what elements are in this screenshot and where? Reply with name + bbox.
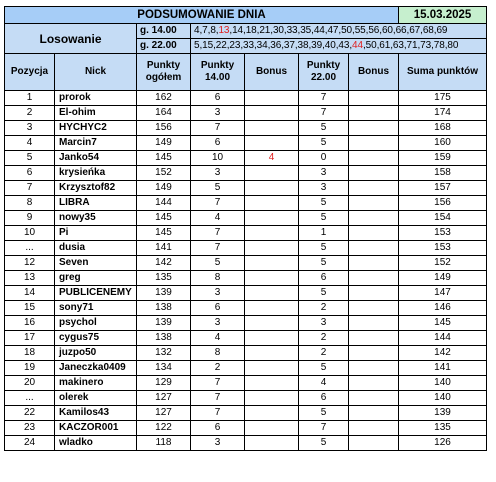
draw-number: 30	[272, 25, 284, 36]
row-bonus-14	[245, 181, 299, 196]
row-sum: 153	[399, 226, 487, 241]
draw-number: 56	[368, 25, 380, 36]
row-sum: 154	[399, 211, 487, 226]
row-points-22: 5	[299, 196, 349, 211]
row-sum: 140	[399, 391, 487, 406]
draw-number: 22	[215, 40, 227, 51]
row-nick: Kamilos43	[55, 406, 137, 421]
row-nick: greg	[55, 271, 137, 286]
row-nick: krysieńka	[55, 166, 137, 181]
row-points-22: 3	[299, 166, 349, 181]
row-bonus-14	[245, 136, 299, 151]
draw-number: 61	[379, 40, 391, 51]
row-total-points: 139	[137, 316, 191, 331]
row-total-points: 144	[137, 196, 191, 211]
row-nick: El-ohim	[55, 106, 137, 121]
row-total-points: 122	[137, 421, 191, 436]
row-bonus-22	[349, 391, 399, 406]
table-row	[5, 91, 487, 106]
row-bonus-14	[245, 421, 299, 436]
row-position: 15	[5, 301, 55, 316]
row-points-14: 3	[191, 436, 245, 451]
row-nick: Seven	[55, 256, 137, 271]
row-bonus-22	[349, 436, 399, 451]
summary-table	[4, 6, 487, 451]
row-position: 19	[5, 361, 55, 376]
table-row	[5, 421, 487, 436]
row-bonus-14	[245, 331, 299, 346]
draw-number: 15	[202, 40, 214, 51]
row-points-22: 2	[299, 346, 349, 361]
draw-number: 43	[338, 40, 350, 51]
draw-number: 13	[218, 25, 230, 36]
draw-number: 55	[354, 25, 366, 36]
table-row	[5, 211, 487, 226]
row-bonus-22	[349, 256, 399, 271]
draw-22-label: g. 22.00	[137, 39, 191, 54]
row-bonus-22	[349, 196, 399, 211]
row-points-14: 7	[191, 376, 245, 391]
row-bonus-22	[349, 106, 399, 121]
row-points-14: 6	[191, 136, 245, 151]
row-bonus-22	[349, 121, 399, 136]
table-row	[5, 241, 487, 256]
row-total-points: 164	[137, 106, 191, 121]
row-points-14: 5	[191, 181, 245, 196]
row-total-points: 145	[137, 211, 191, 226]
row-bonus-22	[349, 406, 399, 421]
row-points-14: 7	[191, 241, 245, 256]
row-position: 3	[5, 121, 55, 136]
draw-number: 4	[194, 25, 200, 36]
row-points-22: 6	[299, 271, 349, 286]
row-position: ...	[5, 391, 55, 406]
row-sum: 160	[399, 136, 487, 151]
row-bonus-14	[245, 241, 299, 256]
draw-22-numbers: 5,15,22,23,33,34,36,37,38,39,40,43,44,50,61,63,71,73,78,80	[191, 39, 487, 54]
draw-number: 73	[420, 40, 432, 51]
date-label: 15.03.2025	[399, 7, 487, 24]
draw-number: 60	[381, 25, 393, 36]
row-bonus-22	[349, 136, 399, 151]
table-row	[5, 121, 487, 136]
row-points-14: 7	[191, 406, 245, 421]
draw-number: 50	[341, 25, 353, 36]
row-position: 16	[5, 316, 55, 331]
table-row	[5, 271, 487, 286]
row-position: 17	[5, 331, 55, 346]
row-bonus-14	[245, 286, 299, 301]
draw-number: 21	[259, 25, 271, 36]
row-position: 6	[5, 166, 55, 181]
row-bonus-14	[245, 166, 299, 181]
row-bonus-22	[349, 241, 399, 256]
draw-number: 47	[327, 25, 339, 36]
row-bonus-14	[245, 256, 299, 271]
row-bonus-14	[245, 226, 299, 241]
row-bonus-14	[245, 121, 299, 136]
draw-14-label: g. 14.00	[137, 24, 191, 39]
row-position: 12	[5, 256, 55, 271]
row-points-14: 4	[191, 331, 245, 346]
row-bonus-22	[349, 301, 399, 316]
col-header-bonus1: Bonus	[245, 54, 299, 91]
row-bonus-22	[349, 211, 399, 226]
row-bonus-14	[245, 376, 299, 391]
table-row	[5, 391, 487, 406]
row-position: 13	[5, 271, 55, 286]
row-position: 4	[5, 136, 55, 151]
row-points-14: 3	[191, 166, 245, 181]
row-nick: Pi	[55, 226, 137, 241]
row-position: 7	[5, 181, 55, 196]
row-sum: 152	[399, 256, 487, 271]
row-bonus-22	[349, 181, 399, 196]
row-nick: wladko	[55, 436, 137, 451]
row-bonus-22	[349, 166, 399, 181]
row-points-14: 7	[191, 226, 245, 241]
row-position: 23	[5, 421, 55, 436]
row-total-points: 132	[137, 346, 191, 361]
row-nick: LIBRA	[55, 196, 137, 211]
row-bonus-14	[245, 271, 299, 286]
row-points-14: 6	[191, 301, 245, 316]
row-position: 9	[5, 211, 55, 226]
row-position: ...	[5, 241, 55, 256]
draw-number: 23	[229, 40, 241, 51]
draw-number: 78	[433, 40, 445, 51]
row-bonus-22	[349, 421, 399, 436]
row-points-14: 7	[191, 121, 245, 136]
row-position: 8	[5, 196, 55, 211]
row-nick: makinero	[55, 376, 137, 391]
row-total-points: 135	[137, 271, 191, 286]
col-header-bonus2: Bonus	[349, 54, 399, 91]
draw-number: 18	[245, 25, 257, 36]
row-nick: Krzysztof82	[55, 181, 137, 196]
row-points-22: 5	[299, 361, 349, 376]
header-row	[5, 54, 487, 91]
draw-number: 40	[324, 40, 336, 51]
row-points-22: 5	[299, 436, 349, 451]
row-nick: PUBLICENEMY	[55, 286, 137, 301]
table-row	[5, 166, 487, 181]
row-bonus-22	[349, 91, 399, 106]
row-total-points: 152	[137, 166, 191, 181]
row-points-14: 7	[191, 391, 245, 406]
row-total-points: 142	[137, 256, 191, 271]
row-bonus-14	[245, 106, 299, 121]
row-total-points: 156	[137, 121, 191, 136]
row-sum: 159	[399, 151, 487, 166]
row-sum: 157	[399, 181, 487, 196]
row-points-14: 8	[191, 271, 245, 286]
row-points-22: 3	[299, 181, 349, 196]
row-sum: 168	[399, 121, 487, 136]
draw-number: 33	[243, 40, 254, 51]
col-header-sum: Suma punktów	[399, 54, 487, 91]
row-total-points: 118	[137, 436, 191, 451]
page-title: PODSUMOWANIE DNIA	[5, 7, 399, 24]
row-points-14: 6	[191, 91, 245, 106]
row-bonus-22	[349, 151, 399, 166]
row-bonus-22	[349, 226, 399, 241]
row-points-22: 5	[299, 121, 349, 136]
row-nick: cygus75	[55, 331, 137, 346]
draw-number: 38	[297, 40, 309, 51]
draws-label: Losowanie	[5, 24, 137, 54]
row-sum: 147	[399, 286, 487, 301]
row-sum: 139	[399, 406, 487, 421]
row-sum: 135	[399, 421, 487, 436]
table-row	[5, 331, 487, 346]
row-points-22: 6	[299, 391, 349, 406]
row-points-22: 7	[299, 91, 349, 106]
draw-number: 8	[210, 25, 216, 36]
table-row	[5, 406, 487, 421]
row-position: 14	[5, 286, 55, 301]
draw-number: 14	[232, 25, 244, 36]
row-position: 5	[5, 151, 55, 166]
row-points-14: 4	[191, 211, 245, 226]
row-points-14: 10	[191, 151, 245, 166]
row-bonus-22	[349, 286, 399, 301]
row-position: 22	[5, 406, 55, 421]
row-points-22: 1	[299, 226, 349, 241]
draw-number: 66	[395, 25, 407, 36]
row-position: 1	[5, 91, 55, 106]
row-total-points: 139	[137, 286, 191, 301]
row-bonus-14	[245, 391, 299, 406]
row-position: 10	[5, 226, 55, 241]
row-nick: olerek	[55, 391, 137, 406]
col-header-nick: Nick	[55, 54, 137, 91]
row-nick: HYCHYC2	[55, 121, 137, 136]
row-total-points: 127	[137, 406, 191, 421]
row-bonus-14	[245, 361, 299, 376]
draw-number: 67	[409, 25, 421, 36]
row-bonus-22	[349, 376, 399, 391]
draw-number: 71	[406, 40, 418, 51]
table-row	[5, 106, 487, 121]
row-points-22: 5	[299, 241, 349, 256]
row-total-points: 138	[137, 331, 191, 346]
table-row	[5, 436, 487, 451]
row-nick: prorok	[55, 91, 137, 106]
row-points-14: 3	[191, 106, 245, 121]
col-header-total: Punkty ogółem	[137, 54, 191, 91]
table-row	[5, 226, 487, 241]
row-sum: 153	[399, 241, 487, 256]
row-points-22: 3	[299, 316, 349, 331]
row-points-22: 5	[299, 406, 349, 421]
row-bonus-14	[245, 91, 299, 106]
draw-number: 63	[392, 40, 404, 51]
row-nick: Janko54	[55, 151, 137, 166]
row-bonus-22	[349, 271, 399, 286]
row-bonus-14	[245, 301, 299, 316]
row-points-14: 3	[191, 286, 245, 301]
row-bonus-14	[245, 196, 299, 211]
draw-number: 7	[202, 25, 208, 36]
row-total-points: 149	[137, 136, 191, 151]
row-points-22: 5	[299, 211, 349, 226]
table-row	[5, 346, 487, 361]
row-points-22: 5	[299, 136, 349, 151]
row-bonus-22	[349, 316, 399, 331]
row-bonus-22	[349, 331, 399, 346]
row-sum: 174	[399, 106, 487, 121]
row-total-points: 145	[137, 226, 191, 241]
row-sum: 175	[399, 91, 487, 106]
row-nick: Marcin7	[55, 136, 137, 151]
row-points-14: 5	[191, 256, 245, 271]
row-points-22: 2	[299, 301, 349, 316]
draw-14-numbers: 4,7,8,13,14,18,21,30,33,35,44,47,50,55,56,60,66,67,68,69	[191, 24, 487, 39]
row-total-points: 162	[137, 91, 191, 106]
row-points-22: 2	[299, 331, 349, 346]
table-row	[5, 151, 487, 166]
row-points-14: 8	[191, 346, 245, 361]
row-position: 24	[5, 436, 55, 451]
row-sum: 140	[399, 376, 487, 391]
draw-number: 37	[283, 40, 295, 51]
table-row	[5, 136, 487, 151]
draw-number: 39	[311, 40, 323, 51]
row-bonus-14	[245, 211, 299, 226]
row-sum: 144	[399, 331, 487, 346]
draw-number: 44	[352, 40, 363, 51]
row-points-22: 7	[299, 421, 349, 436]
row-sum: 142	[399, 346, 487, 361]
row-nick: nowy35	[55, 211, 137, 226]
table-row	[5, 181, 487, 196]
row-bonus-14	[245, 406, 299, 421]
row-bonus-14	[245, 316, 299, 331]
table-row	[5, 316, 487, 331]
draw-number: 5	[194, 40, 200, 51]
row-sum: 158	[399, 166, 487, 181]
draw-number: 33	[286, 25, 298, 36]
row-position: 2	[5, 106, 55, 121]
table-row	[5, 256, 487, 271]
table-row	[5, 301, 487, 316]
row-points-14: 6	[191, 421, 245, 436]
row-points-22: 5	[299, 256, 349, 271]
row-total-points: 138	[137, 301, 191, 316]
row-nick: sony71	[55, 301, 137, 316]
row-sum: 126	[399, 436, 487, 451]
row-nick: Janeczka0409	[55, 361, 137, 376]
row-total-points: 127	[137, 391, 191, 406]
table-row	[5, 286, 487, 301]
draw-number: 44	[313, 25, 325, 36]
row-points-22: 7	[299, 106, 349, 121]
draw-number: 34	[256, 40, 268, 51]
row-total-points: 141	[137, 241, 191, 256]
row-points-22: 5	[299, 286, 349, 301]
table-row	[5, 196, 487, 211]
draw-number: 80	[447, 40, 459, 51]
row-total-points: 134	[137, 361, 191, 376]
row-total-points: 129	[137, 376, 191, 391]
row-bonus-14	[245, 346, 299, 361]
draw-number: 50	[365, 40, 377, 51]
row-sum: 149	[399, 271, 487, 286]
row-sum: 146	[399, 301, 487, 316]
row-points-14: 7	[191, 196, 245, 211]
row-points-22: 4	[299, 376, 349, 391]
row-sum: 156	[399, 196, 487, 211]
table-row	[5, 361, 487, 376]
draw-number: 69	[436, 25, 448, 36]
row-total-points: 145	[137, 151, 191, 166]
row-nick: KACZOR001	[55, 421, 137, 436]
draw-number: 68	[422, 25, 434, 36]
row-sum: 145	[399, 316, 487, 331]
col-header-pos: Pozycja	[5, 54, 55, 91]
row-points-14: 3	[191, 316, 245, 331]
row-position: 18	[5, 346, 55, 361]
draw-number: 36	[270, 40, 282, 51]
row-bonus-22	[349, 346, 399, 361]
row-bonus-14	[245, 436, 299, 451]
col-header-pts22: Punkty 22.00	[299, 54, 349, 91]
row-total-points: 149	[137, 181, 191, 196]
row-position: 20	[5, 376, 55, 391]
row-points-22: 0	[299, 151, 349, 166]
row-bonus-22	[349, 361, 399, 376]
row-nick: dusia	[55, 241, 137, 256]
row-nick: psychol	[55, 316, 137, 331]
row-sum: 141	[399, 361, 487, 376]
draw-number: 35	[300, 25, 312, 36]
row-points-14: 2	[191, 361, 245, 376]
table-row	[5, 376, 487, 391]
row-bonus-14: 4	[245, 151, 299, 166]
col-header-pts14: Punkty 14.00	[191, 54, 245, 91]
row-nick: juzpo50	[55, 346, 137, 361]
